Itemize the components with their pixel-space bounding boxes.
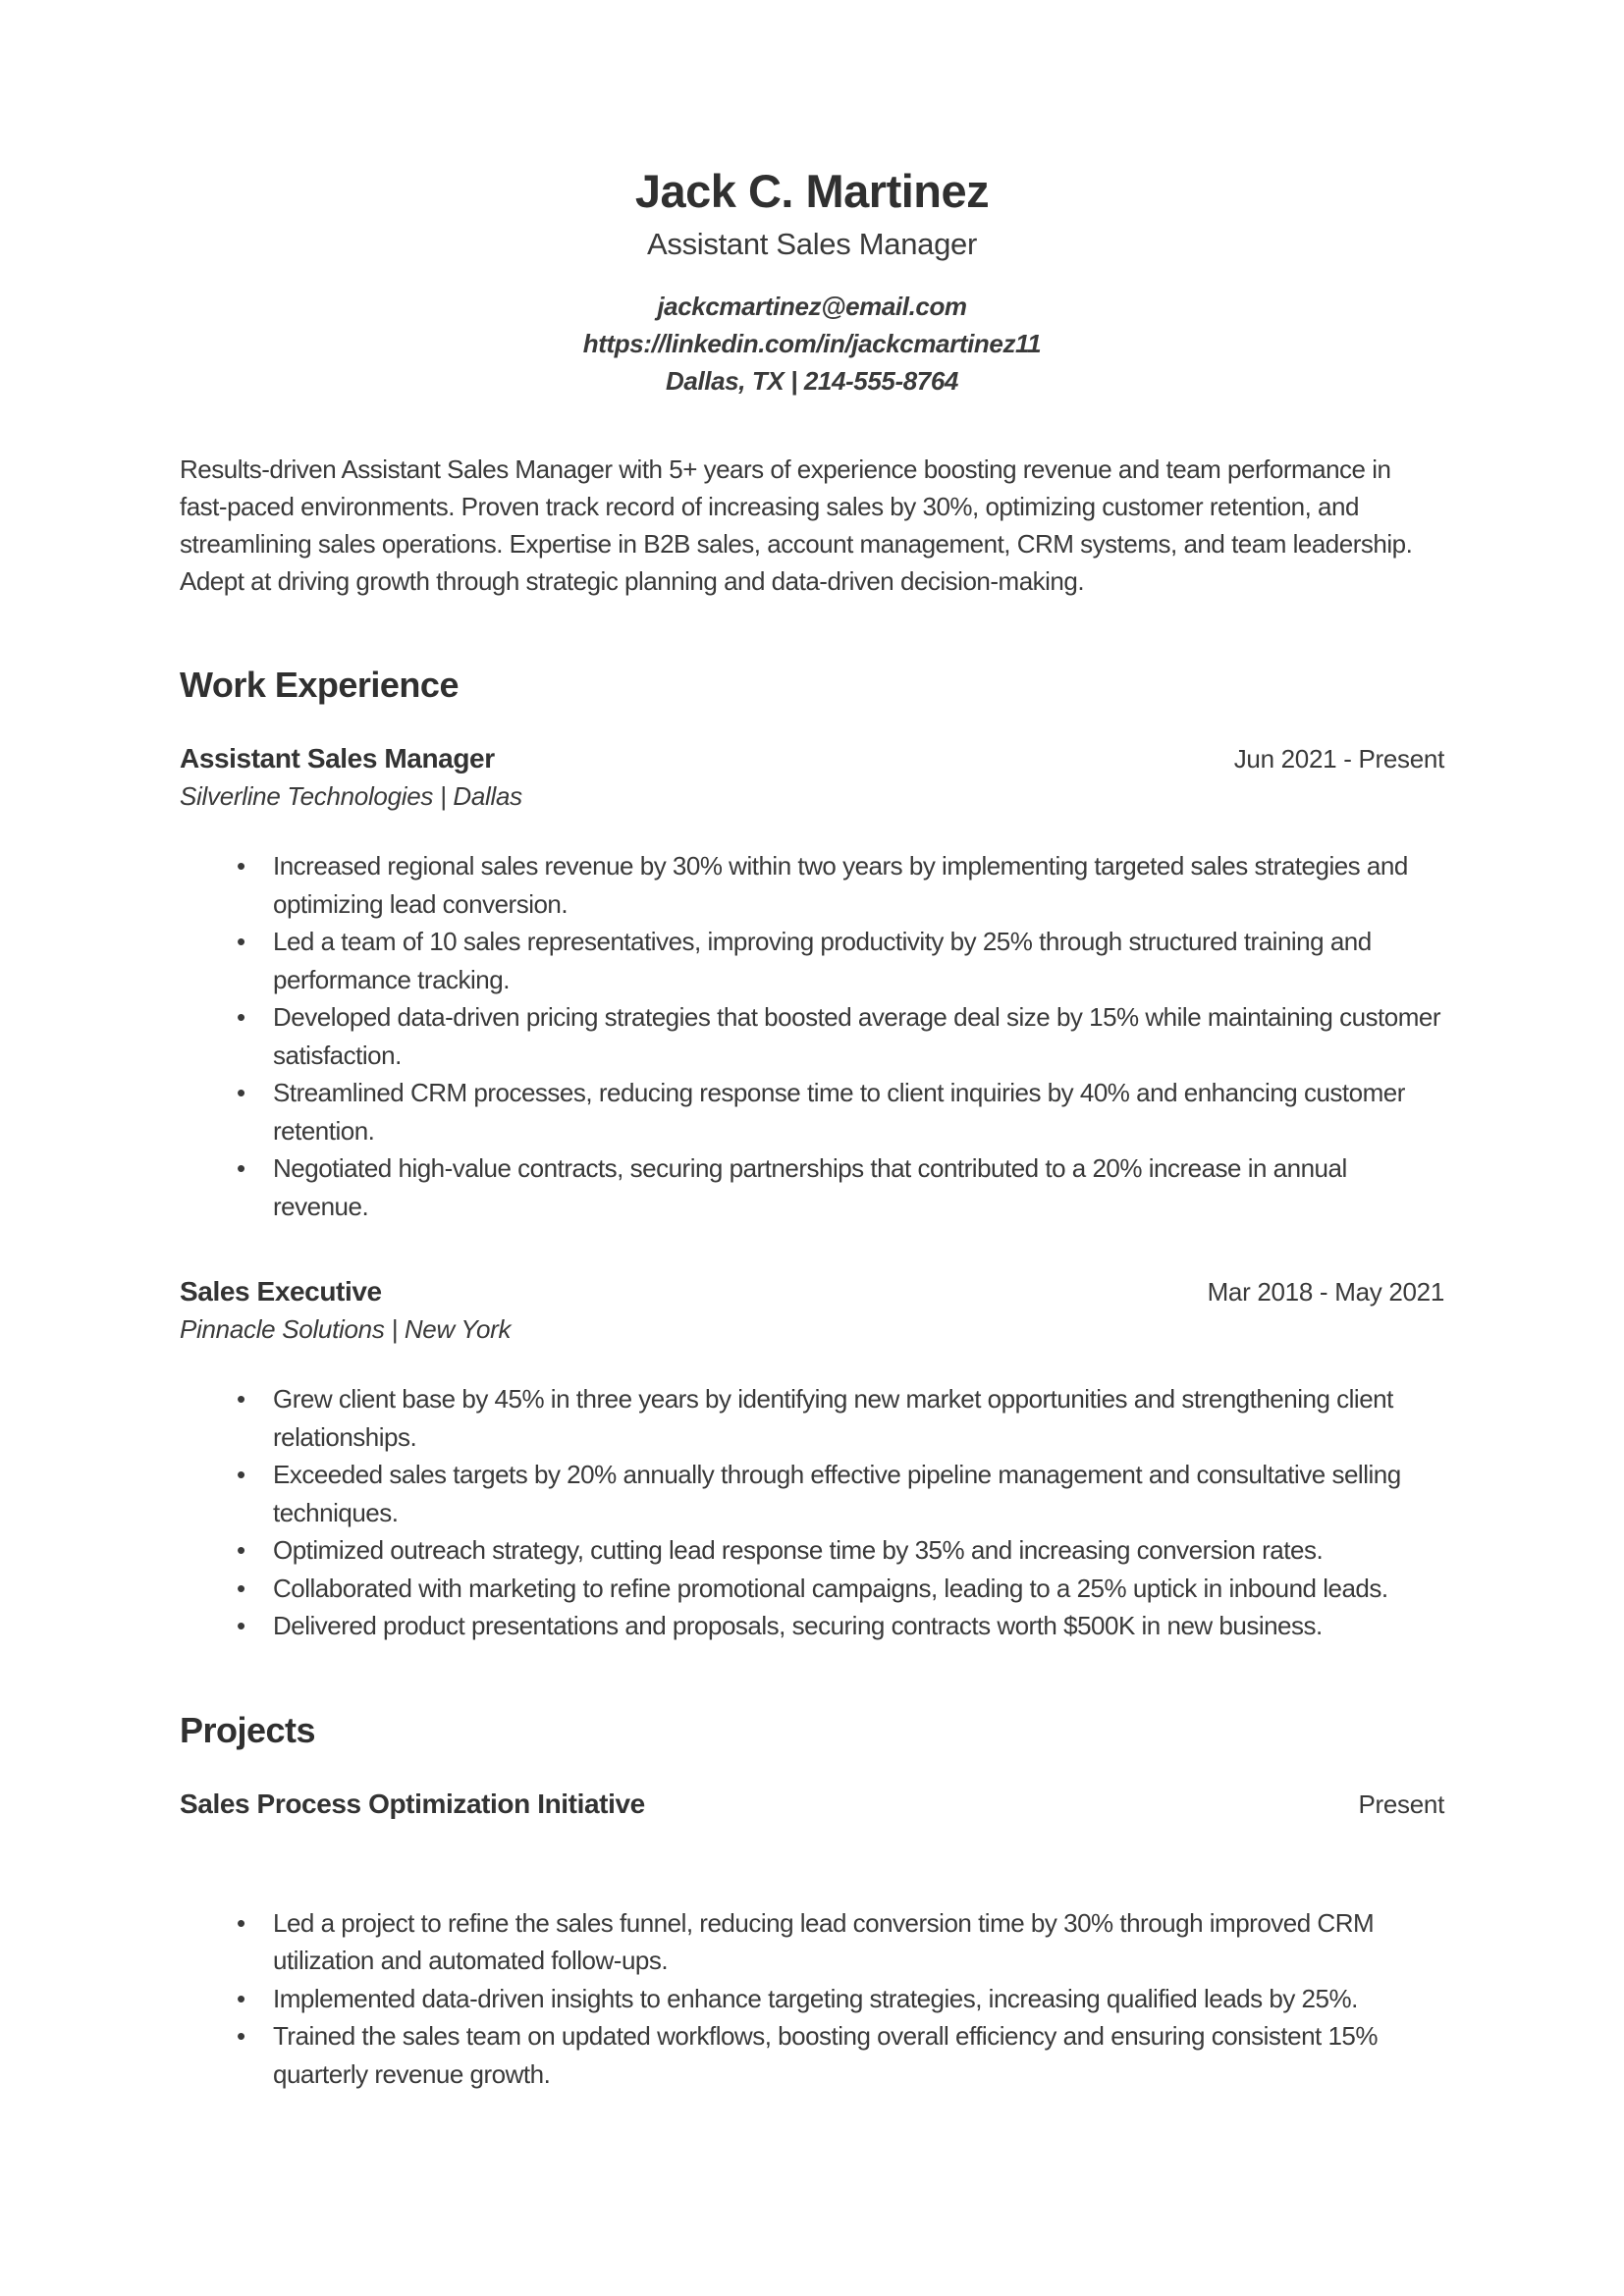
bullet-item: • Developed data-driven pricing strategies that boosted average deal size by 15% while maintaining customer satisfaction. <box>273 998 1444 1074</box>
project-entry <box>180 1789 1444 2094</box>
bullet-item: • Negotiated high-value contracts, securing partnerships that contributed to a 20% increase in annual revenue. <box>273 1149 1444 1225</box>
job-bullet-list <box>180 1380 1444 1645</box>
bullet-item: • Collaborated with marketing to refine promotional campaigns, leading to a 25% uptick in inbound leads. <box>273 1570 1444 1608</box>
bullet-item: • Streamlined CRM processes, reducing response time to client inquiries by 40% and enhancing customer retention. <box>273 1074 1444 1149</box>
work-experience-heading: Work Experience <box>180 665 459 706</box>
bullet-item: • Optimized outreach strategy, cutting lead response time by 35% and increasing conversion rates. <box>273 1531 1444 1570</box>
section-projects <box>180 1710 1444 2094</box>
contact-block <box>180 288 1444 400</box>
bullet-item: • Trained the sales team on updated workflows, boosting overall efficiency and ensuring consistent 15% quarterly revenue growth. <box>273 2017 1444 2093</box>
job-company: Silverline Technologies | Dallas <box>180 781 522 812</box>
job-header <box>180 743 1444 774</box>
job-title: Sales Executive <box>180 1276 382 1308</box>
job-entry <box>180 1276 1444 1645</box>
contact-linkedin-url: https://linkedin.com/in/jackcmartinez11 <box>582 329 1042 359</box>
job-dates: Mar 2018 - May 2021 <box>1207 1277 1444 1308</box>
projects-heading: Projects <box>180 1709 316 1750</box>
candidate-name: Jack C. Martinez <box>634 165 990 217</box>
section-work-experience <box>180 665 1444 1645</box>
resume-header <box>180 165 1444 400</box>
bullet-item: • Exceeded sales targets by 20% annually through effective pipeline management and consultative selling techniques. <box>273 1456 1444 1531</box>
project-header <box>180 1789 1444 1820</box>
project-dates: Present <box>1358 1789 1444 1819</box>
job-entry <box>180 743 1444 1225</box>
contact-location-phone: Dallas, TX | 214-555-8764 <box>666 366 958 397</box>
bullet-item: • Grew client base by 45% in three years by identifying new market opportunities and strengthening client relationships. <box>273 1380 1444 1456</box>
job-dates: Jun 2021 - Present <box>1233 744 1444 774</box>
bullet-item: • Led a project to refine the sales funnel, reducing lead conversion time by 30% through improved CRM utilization and automated follow-ups. <box>273 1904 1444 1980</box>
job-company: Pinnacle Solutions | New York <box>180 1314 512 1345</box>
job-title: Assistant Sales Manager <box>180 743 495 774</box>
job-bullet-list <box>180 847 1444 1225</box>
job-header <box>180 1276 1444 1308</box>
bullet-item: • Implemented data-driven insights to enhance targeting strategies, increasing qualified leads by 25%. <box>273 1980 1444 2018</box>
bullet-item: • Increased regional sales revenue by 30% within two years by implementing targeted sales strategies and optimizing lead conversion. <box>273 847 1444 923</box>
professional-summary: Results-driven Assistant Sales Manager with 5+ years of experience boosting revenue and team performance in fast-paced environments. Proven track record of increasing sales by 30%, optimizing customer retention, and streamlining sales operations. Expertise in B2B sales, account management, CRM systems, and team leadership. Adept at driving growth through strategic planning and data-driven decision-making. <box>180 454 1413 597</box>
bullet-item: • Delivered product presentations and proposals, securing contracts worth $500K in new business. <box>273 1607 1444 1645</box>
project-bullet-list <box>180 1904 1444 2094</box>
contact-email: jackcmartinez@email.com <box>657 292 967 322</box>
bullet-item: • Led a team of 10 sales representatives, improving productivity by 25% through structured training and performance tracking. <box>273 923 1444 998</box>
project-title: Sales Process Optimization Initiative <box>180 1788 645 1819</box>
candidate-title: Assistant Sales Manager <box>647 227 977 262</box>
